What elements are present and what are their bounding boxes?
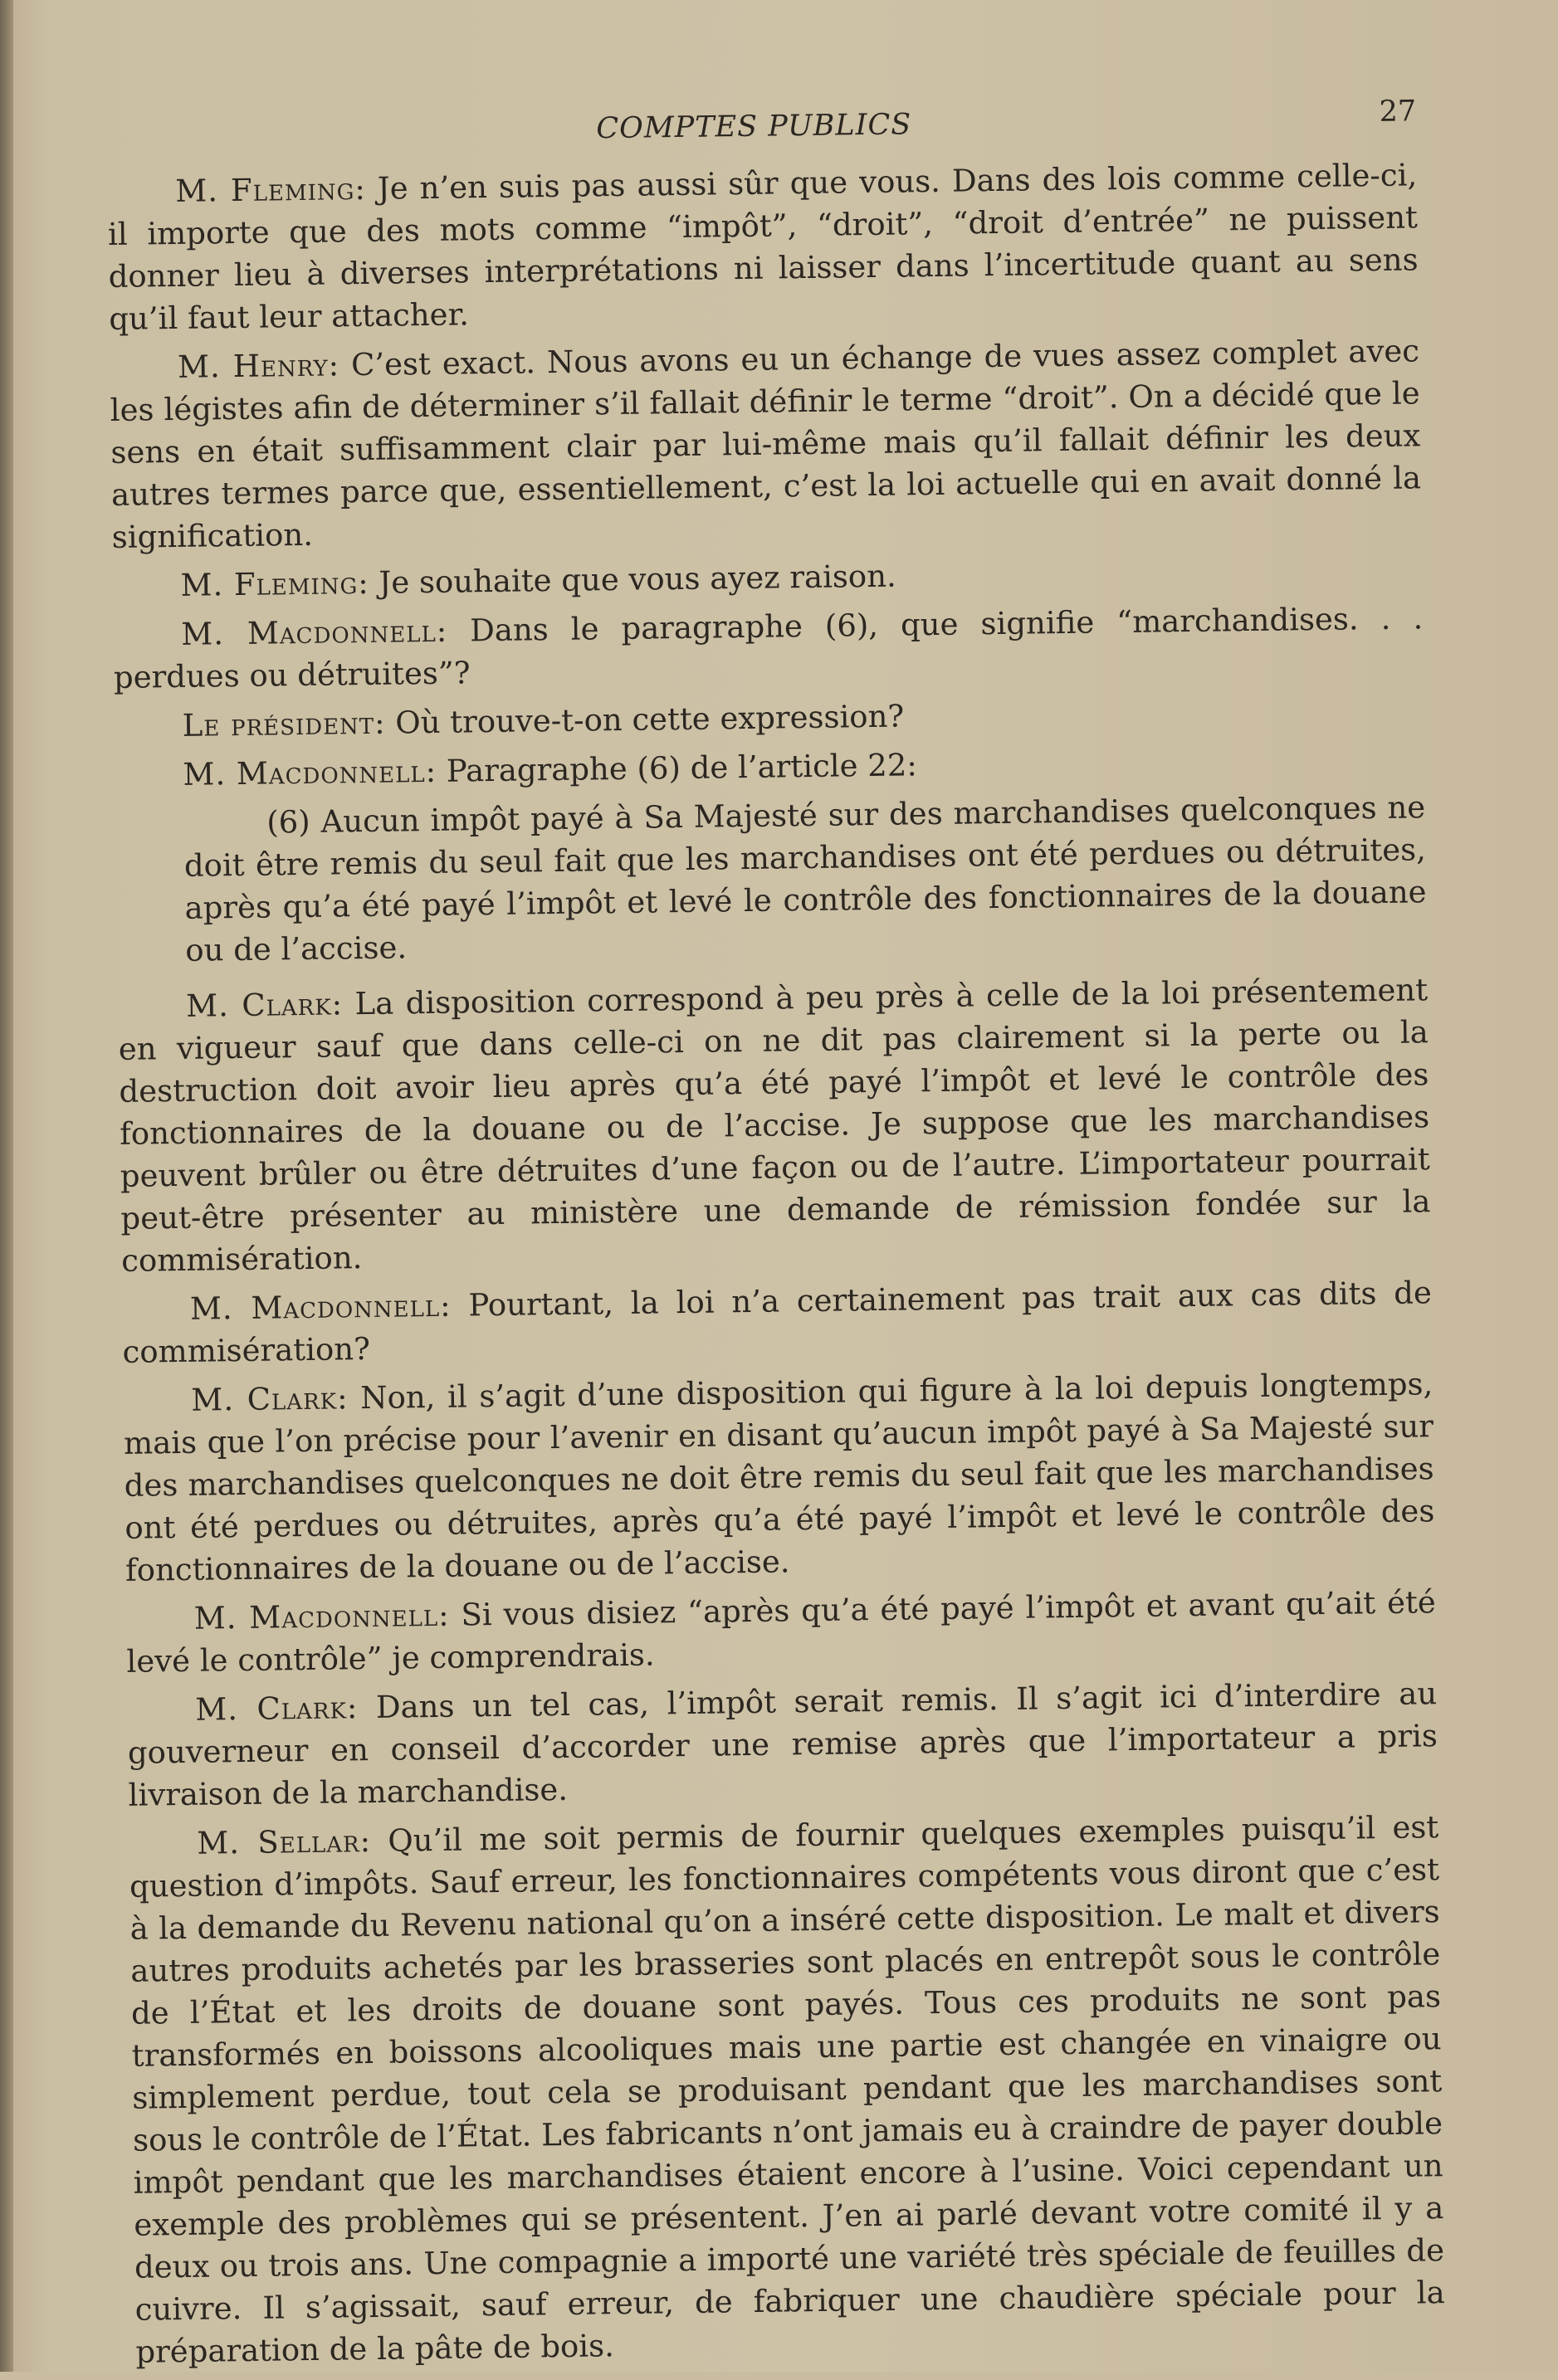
paragraph-text: Je n’en suis pas aussi sûr que vous. Dans des lois comme celle-ci, il importe que des mots comme “impôt”, “droit”, “droit d’entrée” ne puissent donner lieu à diverses interprétations ni laisser dans l’incertitude quant au sens qu’il faut leur attacher. <box>107 157 1419 337</box>
paragraph <box>114 688 1424 748</box>
paragraph-text: Non, il s’agit d’une disposition qui figure à la loi depuis longtemps, mais que l’on précise pour l’avenir en disant qu’aucun impôt payé à Sa Majesté sur des marchandises quelconques ne doit être remis du seul fait que les marchandises ont été perdues ou détruites, après qu’a été payé l’impôt et levé le contrôle des fonctionnaires de la douane ou de l’accise. <box>123 1366 1435 1588</box>
paragraph-text: Paragraphe (6) de l’article 22: <box>436 747 918 789</box>
paragraph <box>115 737 1425 797</box>
paragraph <box>110 329 1422 558</box>
paragraph <box>122 1271 1433 1373</box>
paragraph-text: C’est exact. Nous avons eu un échange de vues assez complet avec les légistes afin de déterminer s’il fallait définir le terme “droit”. On a décidé que le sens en était suffisamment clair par lui-même mais qu’il fallait définir les deux autres termes parce que, essentiellement, c’est la loi actuelle qui en avait donné la signification. <box>110 333 1422 555</box>
running-title: COMPTES PUBLICS <box>596 108 912 146</box>
paragraph <box>126 1581 1437 1683</box>
quoted-law-text <box>183 786 1428 972</box>
page-number: 27 <box>1379 95 1417 129</box>
speaker-name: M. Clark: <box>191 1380 349 1418</box>
speaker-name: M. Macdonnell: <box>189 1287 452 1327</box>
speaker-name: M. Fleming: <box>180 564 370 603</box>
paragraph-text: Qu’il me soit permis de fournir quelques exemples puisqu’il est question d’impôts. Sauf erreur, les fonctionnaires compétents vous diront que c’est à la demande du Revenu national qu’on a inséré cette disposition. Le malt et divers autres produits achetés par les brasseries sont placés en entrepôt sous le contrôle de l’État et les droits de douane sont payés. Tous ces produits ne sont pas transformés en boissons alcooliques mais une partie est changée en vinaigre ou simplement perdue, tout cela se produisant pendant que les marchandises sont sous le contrôle de l’État. Les fabricants n’ont jamais eu à craindre de payer double impôt pendant que les marchandises étaient encore à l’usine. Voici cependant un exemple des problèmes qui se présentent. J’en ai parlé devant votre comité il y a deux ou trois ans. Une compagnie a importé une variété très spéciale de feuilles de cuivre. Il s’agissait, sauf erreur, de fabriquer une chaudière spéciale pour la préparation de la pâte de bois. <box>129 1809 1445 2370</box>
speaker-name: M. Fleming: <box>175 170 367 209</box>
paragraph-text: Où trouve-t-on cette expression? <box>385 698 905 741</box>
paragraph <box>123 1363 1435 1592</box>
paragraph <box>118 968 1432 1282</box>
paragraph <box>112 548 1423 607</box>
page-header <box>106 90 1417 158</box>
paragraph-text: Dans le paragraphe (6), que signifie “marchandises. . . perdues ou détruites”? <box>113 600 1424 695</box>
book-spine-shadow <box>0 0 13 2372</box>
speaker-name: M. Macdonnell: <box>181 612 448 652</box>
speaker-name: M. Macdonnell: <box>183 753 437 793</box>
paragraph <box>107 154 1419 340</box>
paragraph <box>127 1672 1438 1817</box>
speaker-name: M. Clark: <box>185 986 344 1024</box>
paragraph <box>129 1806 1446 2373</box>
paragraph-text: La disposition correspond à peu près à celle de la loi présentement en vigueur sauf que dans celle-ci on ne dit pas clairement si la perte ou la destruction doit avoir lieu après qu’a été payé l’impôt et levé le contrôle des fonctionnaires de la douane ou de l’accise. Je suppose que les marchandises peuvent brûler ou être détruites d’une façon ou de l’autre. L’importateur pourrait peut-être présenter au ministère une demande de rémission fondée sur la commisération. <box>118 972 1431 1279</box>
paragraph-text: Si vous disiez “après qu’a été payé l’impôt et avant qu’ait été levé le contrôle” je comprendrais. <box>126 1584 1436 1680</box>
paragraph <box>113 597 1424 699</box>
speaker-name: M. Macdonnell: <box>193 1597 450 1636</box>
speaker-name: M. Henry: <box>177 347 340 385</box>
paragraph-text: (6) Aucun impôt payé à Sa Majesté sur des marchandises quelconques ne doit être remis du seul fait que les marchandises ont été perdues ou détruites, après qu’a été payé l’impôt et levé le contrôle des fonctionnaires de la douane ou de l’accise. <box>183 789 1427 968</box>
paragraph-text: Dans un tel cas, l’impôt serait remis. Il s’agit ici d’interdire au gouverneur en conseil d’accorder une remise après que l’importateur a pris livraison de la marchandise. <box>127 1675 1438 1813</box>
speaker-name: Le président: <box>182 705 386 744</box>
paragraph-text: Je souhaite que vous ayez raison. <box>369 558 897 601</box>
page-content <box>106 90 1446 2379</box>
paragraph-text: Pourtant, la loi n’a certainement pas trait aux cas dits de commisération? <box>122 1275 1433 1370</box>
speaker-name: M. Clark: <box>194 1690 359 1728</box>
speaker-name: M. Sellar: <box>197 1823 372 1861</box>
